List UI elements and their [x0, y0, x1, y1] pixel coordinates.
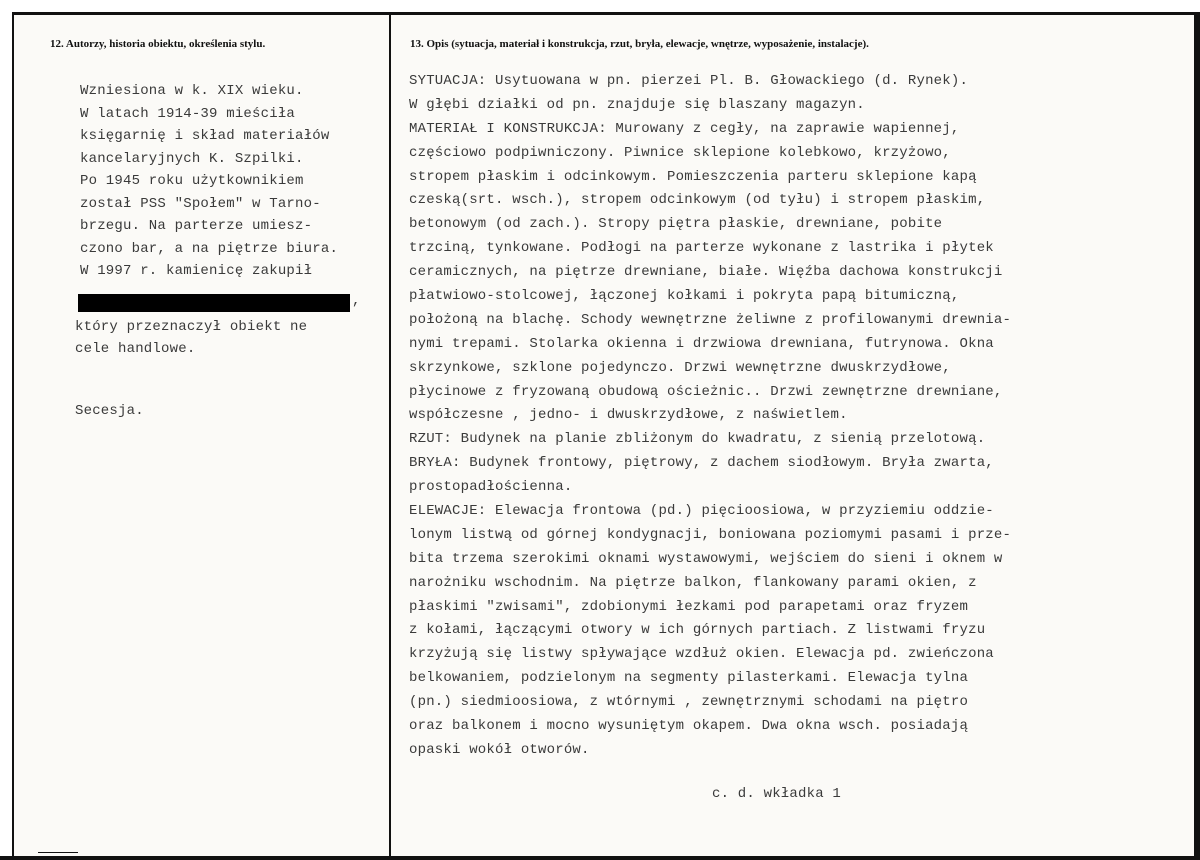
description-line: prostopadłościenna. [409, 479, 573, 496]
description-line: stropem płaskim i odcinkowym. Pomieszczenia parteru sklepione kapą [409, 168, 977, 185]
description-line: lonym listwą od górnej kondygnacji, boniowana poziomymi pasami i prze- [409, 526, 1012, 543]
history-text [80, 80, 380, 283]
history-line: księgarnię i skład materiałów [80, 128, 330, 144]
description-line: betonowym (od zach.). Stropy piętra płaskie, drewniane, pobite [409, 216, 943, 233]
description-line: współczesne , jedno- i dwuskrzydłowe, z naświetlem. [409, 407, 848, 424]
description-line: skrzynkowe, szklone pojedynczo. Drzwi wewnętrzne dwuskrzydłowe, [409, 359, 951, 376]
history-line: Wzniesiona w k. XIX wieku. [80, 83, 304, 99]
history-line: kancelaryjnych K. Szpilki. [80, 150, 304, 167]
section-13-header: 13. Opis (sytuacja, materiał i konstrukcja, rzut, bryła, elewacje, wnętrze, wyposażenie, instalacje). [410, 38, 869, 50]
continuation-note: c. d. wkładka 1 [712, 786, 842, 802]
description-line: płatwiowo-stolcowej, łączonej kołkami i pokryta papą bitumiczną, [409, 288, 960, 305]
description-line: położoną na blachę. Schody wewnętrzne żeliwne z profilowanymi drewnia- [409, 311, 1012, 328]
description-line: W głębi działki od pn. znajduje się blaszany magazyn. [409, 96, 865, 113]
description-line: MATERIAŁ I KONSTRUKCJA: Murowany z cegły, na zaprawie wapiennej, [409, 120, 960, 137]
description-line: RZUT: Budynek na planie zbliżonym do kwadratu, z sienią przelotową. [409, 431, 986, 448]
history-line: brzegu. Na parterze umiesz- [80, 218, 313, 234]
history-text-continued [75, 316, 307, 360]
description-line: częściowo podpiwniczony. Piwnice sklepione kolebkowo, krzyżowo, [409, 144, 951, 161]
description-line: BRYŁA: Budynek frontowy, piętrowy, z dachem siodłowym. Bryła zwarta, [409, 455, 994, 472]
description-text [409, 70, 1169, 763]
history-line: cele handlowe. [75, 341, 196, 357]
description-line: ceramicznych, na piętrze drewniane, białe. Więźba dachowa konstrukcji [409, 264, 1003, 281]
history-line: W 1997 r. kamienicę zakupił [80, 263, 313, 279]
history-line: Po 1945 roku użytkownikiem [80, 173, 304, 189]
column-divider [389, 12, 391, 860]
description-line: płaskimi "zwisami", zdobionymi łezkami pod parapetami oraz fryzem [409, 598, 969, 615]
redaction-comma: , [352, 293, 361, 309]
description-line: trzciną, tynkowane. Podłogi na parterze wykonane z lastrika i płytek [409, 240, 994, 257]
right-frame-edge [1194, 12, 1200, 860]
bottom-frame-edge [0, 856, 1200, 860]
description-line: bita trzema szerokimi oknami wystawowymi, wejściem do sieni i oknem w [409, 550, 1003, 567]
description-line: SYTUACJA: Usytuowana w pn. pierzei Pl. B. Głowackiego (d. Rynek). [409, 73, 969, 89]
description-line: belkowaniem, podzielonym na segmenty pilasterkami. Elewacja tylna [409, 670, 969, 687]
description-line: nymi trepami. Stolarka okienna i drzwiowa drewniana, futrynowa. Okna [409, 335, 994, 352]
style-designation: Secesja. [75, 403, 144, 419]
section-12-header: 12. Autorzy, historia obiektu, określenia stylu. [50, 38, 266, 50]
description-line: oraz balkonem i mocno wysuniętym okapem. Dwa okna wsch. posiadają [409, 718, 969, 735]
description-line: z kołami, łączącymi otwory w ich górnych partiach. Z listwami fryzu [409, 622, 986, 639]
description-line: czeską(srt. wsch.), stropem odcinkowym (od tyłu) i stropem płaskim, [409, 192, 986, 209]
history-line: W latach 1914-39 mieściła [80, 105, 296, 122]
description-line: (pn.) siedmioosiowa, z wtórnymi , zewnętrznymi schodami na piętro [409, 694, 969, 711]
redaction-bar [78, 294, 350, 312]
footer-rule [38, 852, 78, 853]
history-line: został PSS "Społem" w Tarno- [80, 195, 321, 212]
description-line: płycinowe z fryzowaną obudową ościeżnic.. Drzwi zewnętrzne drewniane, [409, 383, 1003, 400]
description-line: narożniku wschodnim. Na piętrze balkon, flankowany parami okien, z [409, 574, 977, 591]
description-line: ELEWACJE: Elewacja frontowa (pd.) pięcioosiowa, w przyziemiu oddzie- [409, 503, 994, 520]
description-line: krzyżują się listwy spływające wzdłuż okien. Elewacja pd. zwieńczona [409, 646, 994, 663]
history-line: który przeznaczył obiekt ne [75, 319, 308, 335]
description-line: opaski wokół otworów. [409, 741, 590, 758]
history-line: czono bar, a na piętrze biura. [80, 240, 339, 257]
